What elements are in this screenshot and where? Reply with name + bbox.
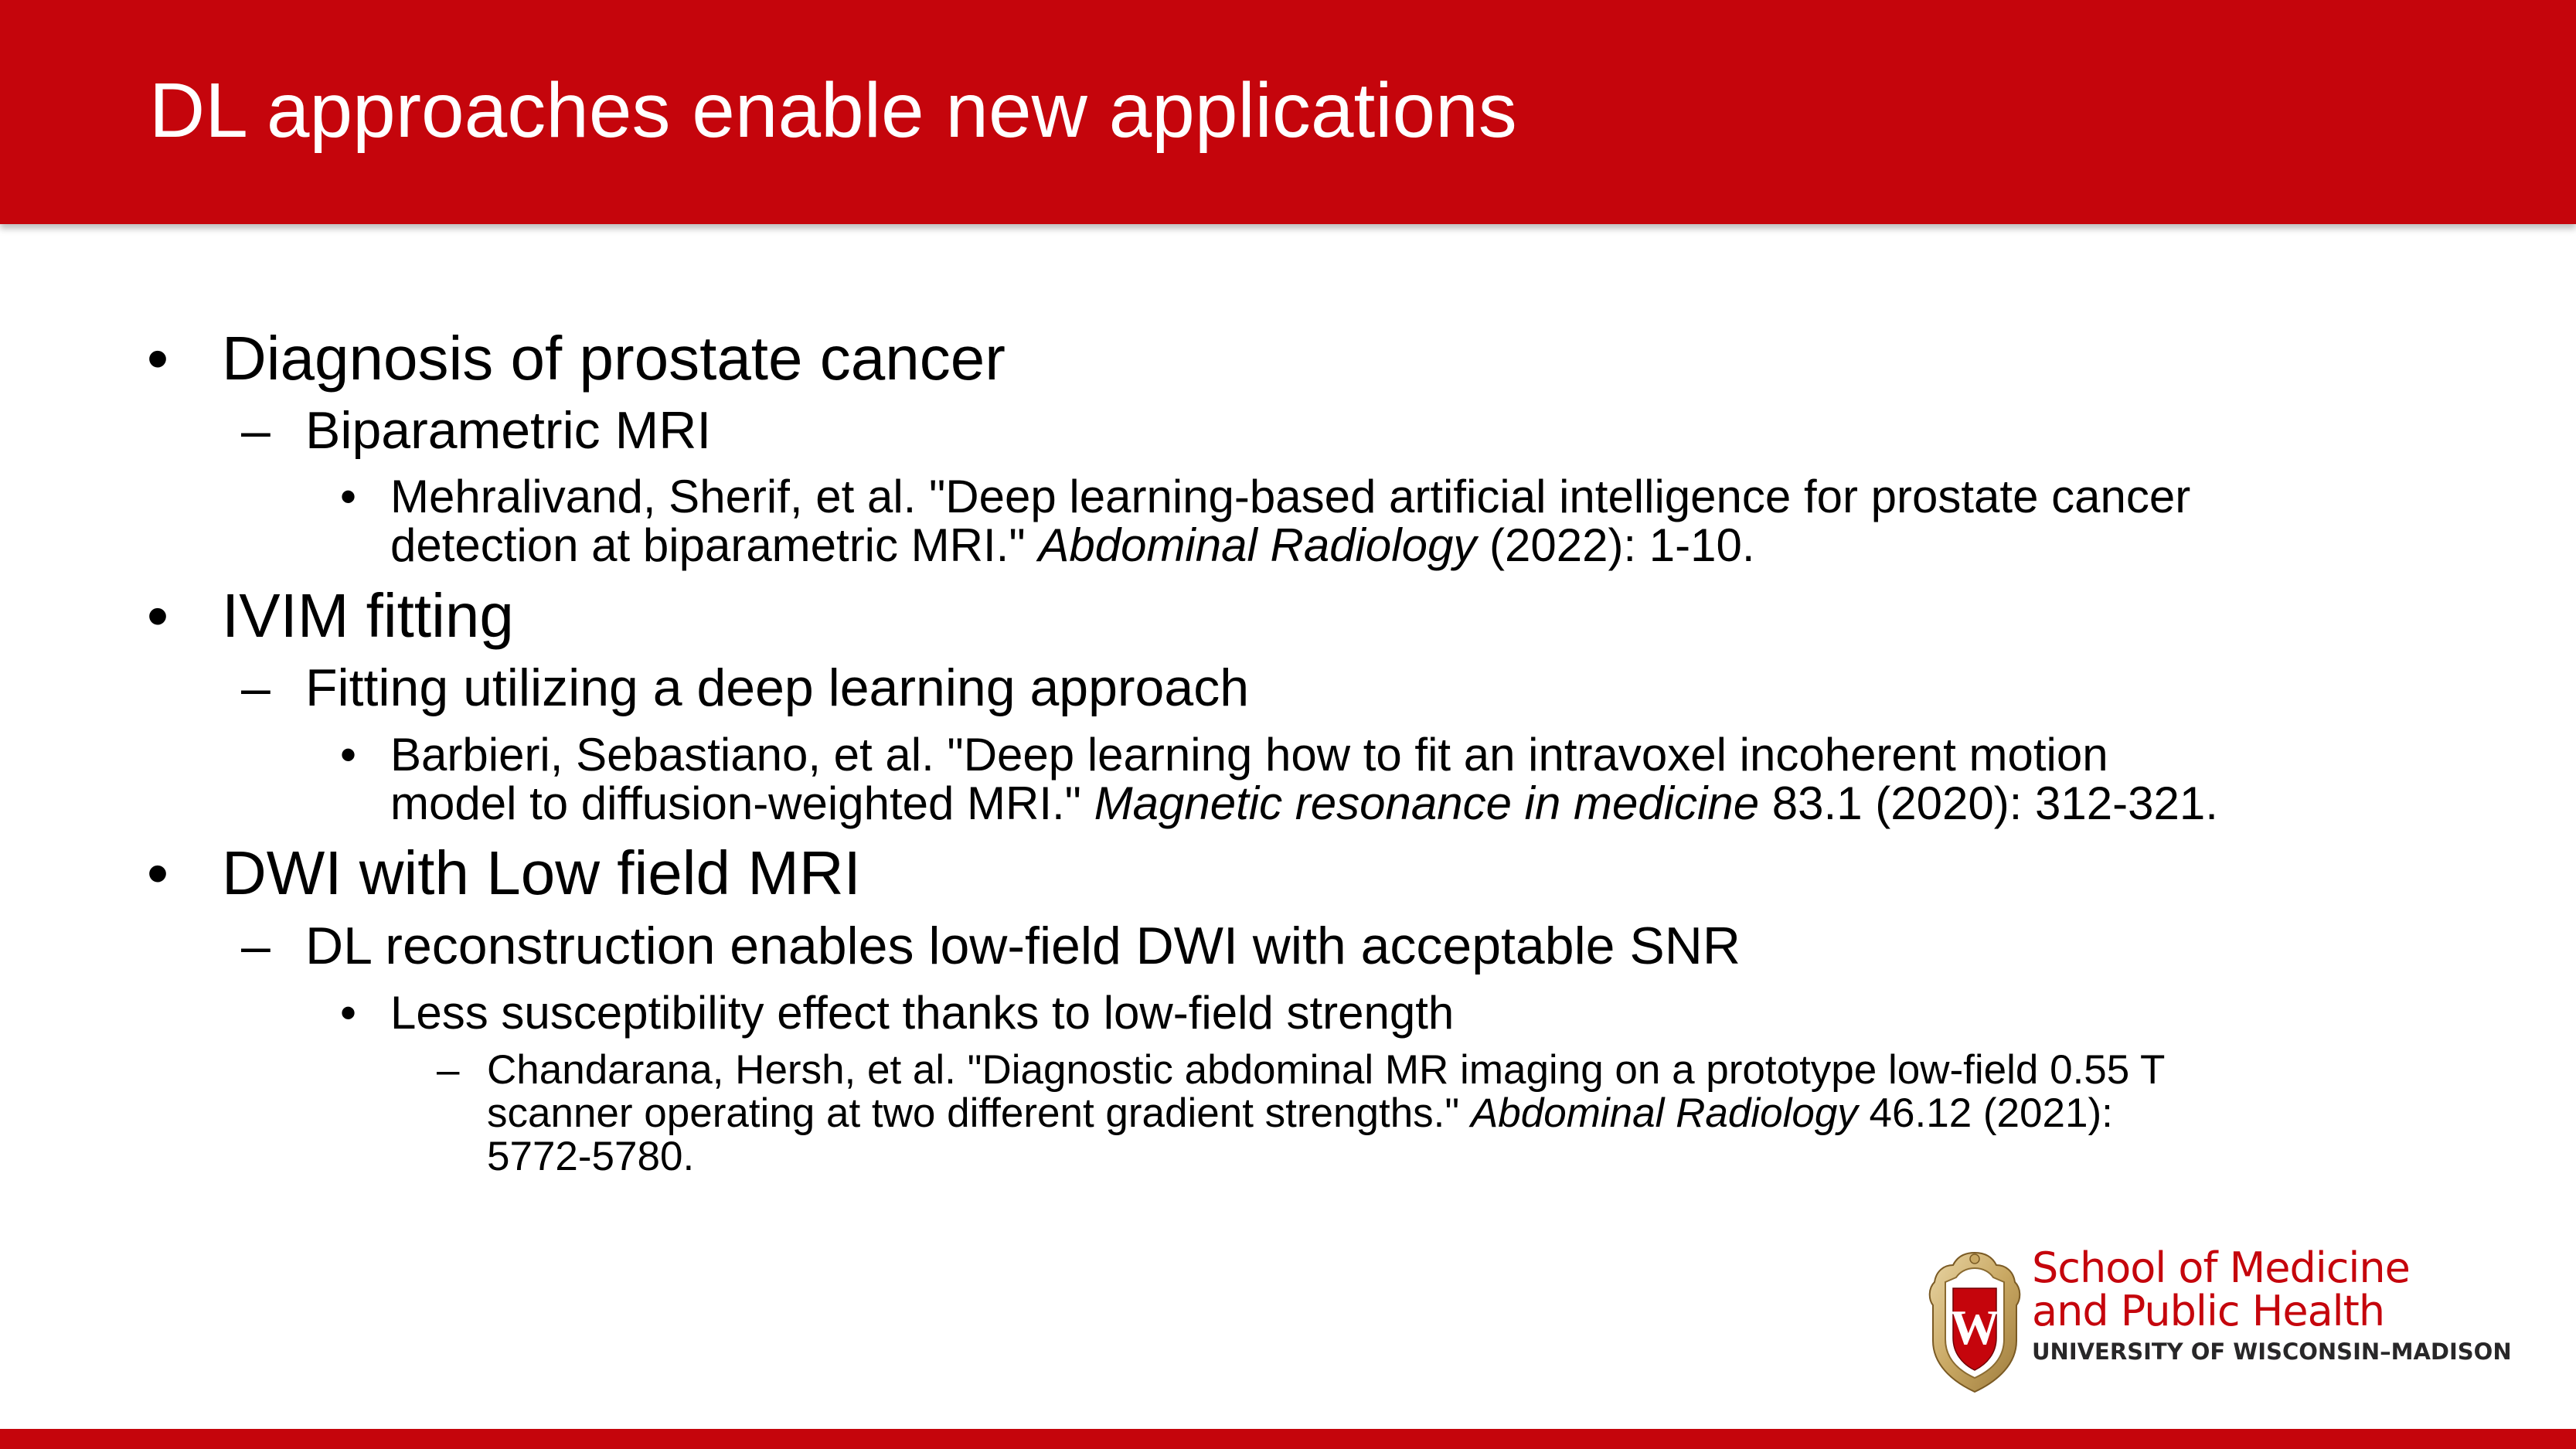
reference-mehralivand-line1: Mehralivand, Sherif, et al. "Deep learning-based artificial intelligence for prostate cancer bbox=[390, 471, 2191, 522]
journal-name: Abdominal Radiology bbox=[1470, 1090, 1858, 1136]
ref-text: 46.12 (2021): bbox=[1857, 1090, 2113, 1136]
dash-marker: – bbox=[241, 917, 271, 975]
crest-letter: W bbox=[1950, 1300, 1999, 1355]
reference-barbieri-line1: Barbieri, Sebastiano, et al. "Deep learning how to fit an intravoxel incoherent motion bbox=[390, 729, 2108, 781]
uw-crest-icon bbox=[1927, 1248, 2023, 1395]
title-bar bbox=[0, 0, 2576, 224]
reference-chandarana-line3: 5772-5780. bbox=[487, 1134, 695, 1179]
bullet-marker: • bbox=[147, 838, 169, 907]
bullet-dwi-low-field: DWI with Low field MRI bbox=[222, 838, 861, 907]
reference-chandarana-line1: Chandarana, Hersh, et al. "Diagnostic abdominal MR imaging on a prototype low-field 0.55 T bbox=[487, 1047, 2166, 1093]
slide-title: DL approaches enable new applications bbox=[149, 67, 1517, 154]
ref-text: scanner operating at two different gradient strengths." bbox=[487, 1090, 1471, 1136]
bullet-marker: • bbox=[147, 581, 169, 650]
dash-marker: – bbox=[241, 658, 271, 717]
bullet-marker: • bbox=[147, 324, 169, 393]
bullet-marker: • bbox=[340, 471, 357, 522]
logo-line-public-health: and Public Health bbox=[2032, 1287, 2385, 1335]
sub-dl-reconstruction: DL reconstruction enables low-field DWI with acceptable SNR bbox=[305, 917, 1741, 975]
ref-text: detection at biparametric MRI." bbox=[390, 519, 1039, 571]
bullet-marker: • bbox=[340, 729, 357, 781]
journal-name: Magnetic resonance in medicine bbox=[1094, 777, 1760, 829]
dash-marker: – bbox=[437, 1047, 460, 1093]
reference-chandarana-line2 bbox=[487, 1092, 2113, 1135]
bullet-diagnosis-prostate: Diagnosis of prostate cancer bbox=[222, 324, 1006, 393]
ref-text: model to diffusion-weighted MRI." bbox=[390, 777, 1094, 829]
dash-marker: – bbox=[241, 401, 271, 460]
sub-biparametric-mri: Biparametric MRI bbox=[305, 401, 712, 460]
logo-text bbox=[2032, 1243, 2512, 1367]
ref-text: 83.1 (2020): 312-321. bbox=[1759, 777, 2218, 829]
logo-line-university: UNIVERSITY OF WISCONSIN–MADISON bbox=[2032, 1338, 2512, 1365]
bullet-ivim-fitting: IVIM fitting bbox=[222, 581, 514, 650]
reference-barbieri-line2 bbox=[390, 779, 2218, 828]
sub-less-susceptibility: Less susceptibility effect thanks to low-field strength bbox=[390, 987, 1455, 1039]
sub-deep-learning-fitting: Fitting utilizing a deep learning approach bbox=[305, 658, 1250, 717]
bullet-marker: • bbox=[340, 987, 357, 1039]
reference-mehralivand-line2 bbox=[390, 521, 1755, 570]
ref-text: (2022): 1-10. bbox=[1476, 519, 1755, 571]
journal-name: Abdominal Radiology bbox=[1038, 519, 1477, 571]
logo-line-school: School of Medicine bbox=[2032, 1243, 2410, 1292]
uw-smph-logo bbox=[1927, 1243, 2512, 1401]
bottom-bar bbox=[0, 1429, 2576, 1449]
